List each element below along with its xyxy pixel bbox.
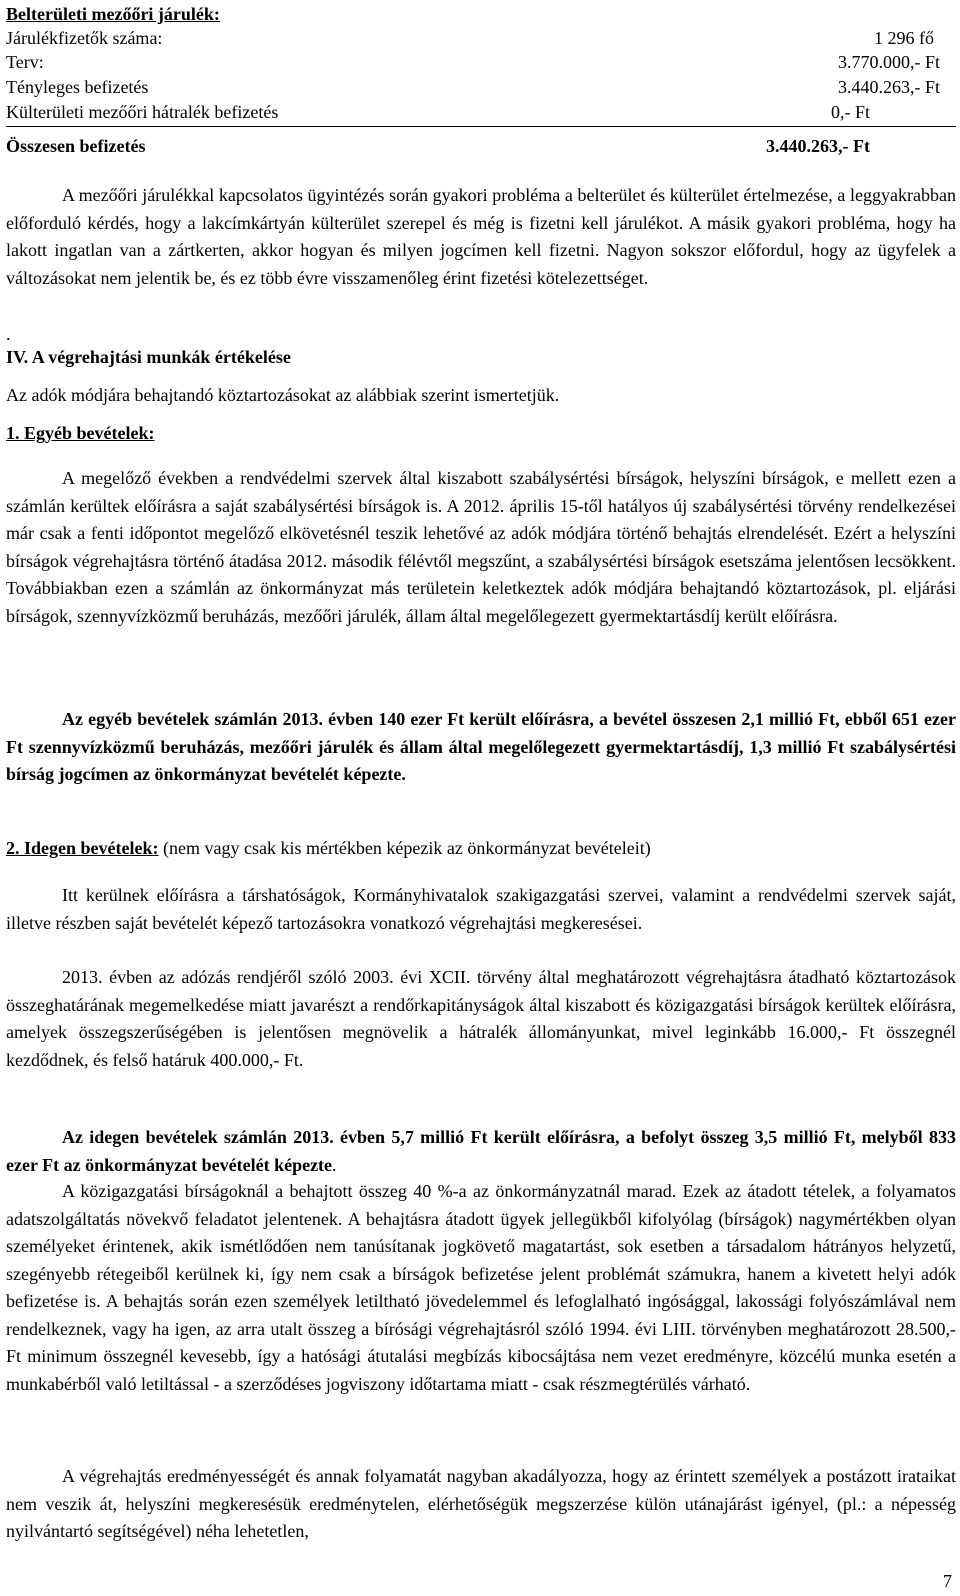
summary-idegen-text: Az idegen bevételek számlán 2013. évben 5,7 millió Ft került előírásra, a befolyt összeg 3,5 millió Ft, melyből 833 ezer Ft az önkormányzat bevételét képezte (6, 1127, 956, 1175)
page-number: 7 (943, 1571, 952, 1591)
summary-row-value: 3.440.263,- Ft (837, 77, 940, 97)
subsection-heading-1 (6, 421, 956, 445)
summary-row (6, 26, 956, 50)
summary-title-row (6, 2, 956, 26)
summary-row (6, 50, 956, 74)
summary-row (6, 100, 956, 124)
summary-row-label: Külterületi mezőőri hátralék befizetés (6, 102, 279, 122)
section-lead: Az adók módjára behajtandó köztartozásokat az alábbiak szerint ismertetjük. (6, 385, 560, 405)
summary-row-value: 0,- Ft (830, 102, 870, 122)
summary-row-label: Terv: (6, 52, 44, 72)
summary-divider (6, 126, 956, 127)
summary-row-value: 3.770.000,- Ft (837, 52, 940, 72)
summary-title: Belterületi mezőőri járulék: (6, 4, 220, 24)
summary-row (6, 75, 956, 99)
summary-idegen-bold (6, 1124, 956, 1179)
subsection-title: 1. Egyéb bevételek: (6, 423, 155, 443)
summary-total-row (6, 134, 956, 158)
intro-paragraph: A mezőőri járulékkal kapcsolatos ügyintézés során gyakori probléma a belterület és külterület értelmezése, a leggyakrabban előforduló kérdés, hogy a lakcímkártyán külterület szerepel és még is fizetni kell járulékot. A másik gyakori probléma, hogy ha lakott ingatlan van a zártkerten, akkor hogyan és milyen jogcímen kell fizetni. Nagyon sokszor előfordul, hogy az ügyfelek a változásokat nem jelentik be, és ez több évre visszamenőleg érint fizetési kötelezettséget. (6, 185, 956, 288)
summary-row-label: Járulékfizetők száma: (6, 28, 163, 48)
summary-row-value: 1 296 fő (874, 28, 934, 48)
subsection-note: (nem vagy csak kis mértékben képezik az önkormányzat bevételeit) (158, 838, 651, 858)
paragraph-idegen-1: Itt kerülnek előírásra a társhatóságok, Kormányhivatalok szakigazgatási szervei, valamint a rendvédelmi szervek saját, illetve részben saját bevételét képező tartozásokra vonatkozó végrehajtási megkeresései. (6, 885, 956, 933)
subsection-heading-2 (6, 836, 956, 860)
stray-dot: . (6, 324, 11, 344)
section-heading: IV. A végrehajtási munkák értékelése (6, 347, 291, 367)
summary-total-value: 3.440.263,- Ft (766, 136, 870, 156)
summary-row-label: Tényleges befizetés (6, 77, 149, 97)
paragraph-idegen-3: A közigazgatási bírságoknál a behajtott összeg 40 %-a az önkormányzatnál marad. Ezek az átadott tételek, a folyamatos adatszolgáltatás növekvő feladatot jelentenek. A behajtásra átadott ügyek jellegükből kifolyólag (bírságok) nagymértékben olyan személyeket érintenek, akik ismétlődően nem tanúsítanak jogkövető magatartást, sok esetben a társadalom hátrányos helyzetű, szegényebb rétegeiből kerülnek ki, így nem csak a bírságok befizetése jelent problémát számukra, hanem a kivetett helyi adók befizetése is. A behajtás során ezen személyek letiltható jövedelemmel és lefoglalható ingósággal, lakossági folyószámlával nem rendelkeznek, vagy ha igen, az arra utalt összeg a bírósági végrehajtásról szóló 1994. évi LIII. törvényben meghatározott 28.500,- Ft minimum összegnél kevesebb, így a hatósági átutalási megbízás kibocsájtása nem vezet eredményre, közcélú munka esetén a munkabérből való letiltással - a szerződéses jogviszony időtartama miatt - csak részmegtérülés várható. (6, 1181, 956, 1394)
summary-idegen-end: . (332, 1154, 337, 1175)
paragraph-idegen-4: A végrehajtás eredményességét és annak folyamatát nagyban akadályozza, hogy az érintett személyek a postázott irataikat nem veszik át, helyszíni megkeresésük eredménytelen, elérhetőségük megszerzése külön utánajárást igényel, (pl.: a népesség nyilvántartó segítségével) néha lehetetlen, (6, 1466, 956, 1541)
summary-egyeb-bold: Az egyéb bevételek számlán 2013. évben 140 ezer Ft került előírásra, a bevétel összesen 2,1 millió Ft, ebből 651 ezer Ft szennyvízközmű beruházás, mezőőri járulék és állam által megelőlegezett gyermektartásdíj, 1,3 millió Ft szabálysértési bírság jogcímen az önkormányzat bevételét képezte. (6, 709, 956, 784)
paragraph-egyeb: A megelőző években a rendvédelmi szervek által kiszabott szabálysértési bírságok, helyszíni bírságok, e mellett ezen a számlán kerültek előírásra a saját szabálysértési bírságok is. A 2012. április 15-től hatályos új szabálysértési törvény rendelkezései már csak a fenti időpontot megelőző elkövetésnél teszik lehetővé az adók módjára történő behajtás elrendelését. Ezért a helyszíni bírságok végrehajtásra történő átadása 2012. második félévtől megszűnt, a szabálysértési bírságok esetszáma jelentősen lecsökkent. Továbbiakban ezen a számlán az önkormányzat más területein keletkeztek adók módjára behajtandó köztartozások, pl. eljárási bírságok, szennyvízközmű beruházás, mezőőri járulék, állam által megelőlegezett gyermektartásdíj került előírásra. (6, 468, 956, 626)
summary-total-label: Összesen befizetés (6, 136, 146, 156)
paragraph-idegen-2: 2013. évben az adózás rendjéről szóló 2003. évi XCII. törvény által meghatározott végrehajtásra átadható köztartozások összeghatárának megemelkedése miatt javarészt a rendőrkapitányságok által kiszabott és közigazgatási bírságok kerültek előírásra, amelyek összegszerűségében is jelentősen megnövelik a hátralék állományunkat, mivel leginkább 16.000,- Ft összegnél kezdődnek, és felső határuk 400.000,- Ft. (6, 967, 956, 1070)
subsection-title: 2. Idegen bevételek: (6, 838, 159, 858)
